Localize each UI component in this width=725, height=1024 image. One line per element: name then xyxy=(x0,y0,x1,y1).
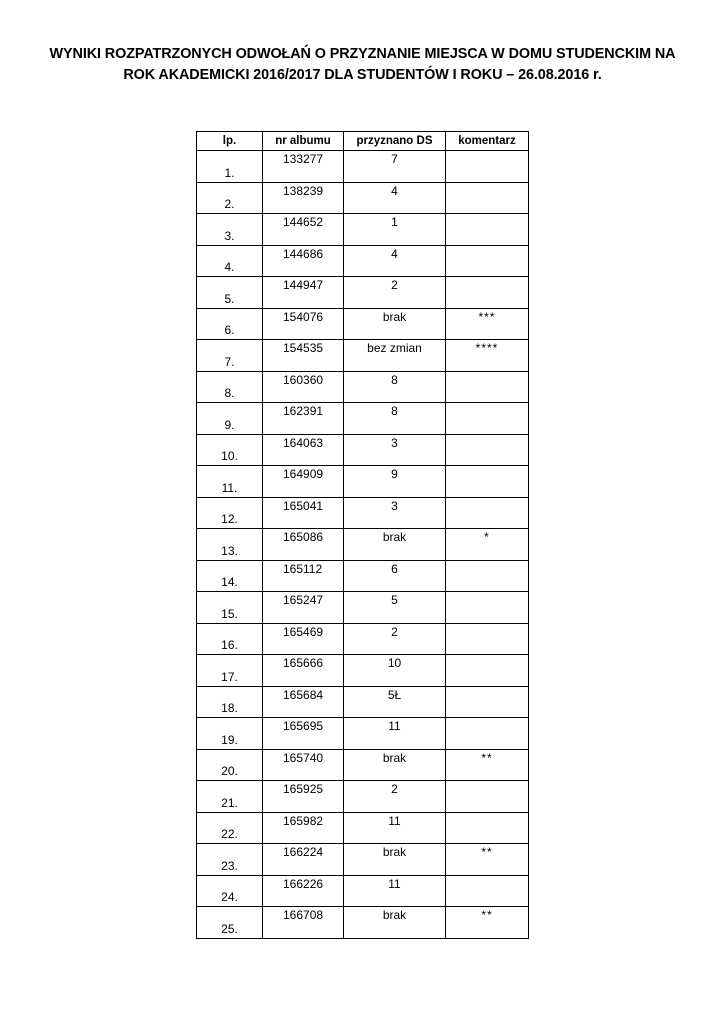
cell-komentarz xyxy=(446,686,529,718)
cell-ds xyxy=(344,403,446,435)
cell-lp-text: 20. xyxy=(221,764,238,778)
cell-lp xyxy=(197,182,263,214)
table-row xyxy=(197,592,529,624)
cell-album xyxy=(263,308,344,340)
cell-komentarz-text xyxy=(446,655,528,656)
cell-ds-text: 4 xyxy=(391,246,398,261)
cell-lp xyxy=(197,749,263,781)
cell-album-text: 162391 xyxy=(283,404,324,418)
cell-album xyxy=(263,749,344,781)
cell-komentarz xyxy=(446,466,529,498)
cell-lp xyxy=(197,308,263,340)
cell-ds xyxy=(344,182,446,214)
cell-ds xyxy=(344,151,446,183)
cell-album-text: 166708 xyxy=(283,908,324,922)
cell-lp xyxy=(197,592,263,624)
cell-ds xyxy=(344,686,446,718)
cell-lp-text: 19. xyxy=(221,732,238,747)
cell-lp xyxy=(197,214,263,246)
cell-lp-text: 10. xyxy=(221,449,238,463)
table-row xyxy=(197,340,529,372)
cell-komentarz-text xyxy=(446,246,528,247)
cell-ds-text: brak xyxy=(382,309,407,324)
cell-lp xyxy=(197,907,263,939)
cell-album xyxy=(263,340,344,372)
cell-lp xyxy=(197,844,263,876)
cell-komentarz-text xyxy=(446,592,528,593)
cell-album xyxy=(263,781,344,813)
cell-ds xyxy=(344,214,446,246)
table-row xyxy=(197,623,529,655)
table-row xyxy=(197,781,529,813)
cell-ds-text: 2 xyxy=(391,782,398,796)
cell-ds xyxy=(344,812,446,844)
cell-ds xyxy=(344,718,446,750)
cell-komentarz-text xyxy=(446,403,528,404)
cell-ds-text: 5Ł xyxy=(387,687,402,702)
cell-lp-text: 24. xyxy=(221,890,238,904)
cell-ds-text: 11 xyxy=(388,719,401,733)
cell-lp xyxy=(197,560,263,592)
cell-komentarz-text: ** xyxy=(481,750,493,765)
cell-album-text: 166226 xyxy=(283,876,324,891)
cell-lp xyxy=(197,371,263,403)
cell-lp xyxy=(197,655,263,687)
table-row xyxy=(197,371,529,403)
cell-ds xyxy=(344,497,446,529)
cell-ds xyxy=(344,529,446,561)
cell-ds xyxy=(344,371,446,403)
cell-komentarz xyxy=(446,403,529,435)
cell-album xyxy=(263,655,344,687)
title-line-1: WYNIKI ROZPATRZONYCH ODWOŁAŃ O PRZYZNANIE MIEJSCA W DOMU STUDENCKIM NA xyxy=(49,46,676,62)
cell-lp xyxy=(197,403,263,435)
cell-lp-text: 7. xyxy=(224,354,235,369)
cell-album-text: 165982 xyxy=(283,813,324,828)
cell-lp-text: 23. xyxy=(221,858,238,873)
table-row xyxy=(197,466,529,498)
cell-lp xyxy=(197,529,263,561)
cell-album-text: 164063 xyxy=(283,435,324,450)
cell-album xyxy=(263,403,344,435)
cell-album xyxy=(263,151,344,183)
cell-ds xyxy=(344,434,446,466)
cell-komentarz-text xyxy=(446,183,528,184)
table-body xyxy=(197,151,529,939)
cell-ds-text: 2 xyxy=(391,624,398,639)
cell-komentarz-text xyxy=(446,466,528,467)
cell-lp xyxy=(197,151,263,183)
header-komentarz: komentarz xyxy=(446,132,529,151)
cell-lp-text: 22. xyxy=(221,827,238,841)
cell-lp-text: 6. xyxy=(224,323,235,337)
cell-album xyxy=(263,529,344,561)
cell-komentarz xyxy=(446,308,529,340)
cell-lp-text: 8. xyxy=(224,386,235,400)
cell-album-text: 165666 xyxy=(283,656,324,670)
cell-ds-text: 7 xyxy=(391,152,398,166)
table-row xyxy=(197,182,529,214)
cell-lp-text: 9. xyxy=(224,417,235,432)
cell-ds-text: 5 xyxy=(391,593,398,607)
cell-album-text: 165469 xyxy=(283,624,324,639)
cell-album xyxy=(263,560,344,592)
cell-ds-text: 10 xyxy=(387,656,402,670)
cell-album-text: 165925 xyxy=(283,782,324,796)
table-row xyxy=(197,718,529,750)
cell-lp xyxy=(197,340,263,372)
cell-ds-text: 11 xyxy=(388,876,401,891)
cell-album-text: 133277 xyxy=(283,152,324,166)
cell-komentarz-text xyxy=(446,561,528,562)
cell-komentarz-text: ** xyxy=(481,845,493,859)
cell-album-text: 165112 xyxy=(283,561,323,576)
header-album: nr albumu xyxy=(263,132,344,151)
header-ds: przyznano DS xyxy=(344,132,446,151)
cell-ds-text: brak xyxy=(382,530,407,544)
cell-komentarz xyxy=(446,151,529,183)
cell-ds-text: 4 xyxy=(391,183,398,198)
cell-komentarz-text: **** xyxy=(475,341,499,355)
table-row xyxy=(197,529,529,561)
cell-komentarz xyxy=(446,875,529,907)
table-row xyxy=(197,812,529,844)
cell-ds-text: 6 xyxy=(391,561,398,576)
header-lp: lp. xyxy=(197,132,263,151)
cell-lp xyxy=(197,466,263,498)
cell-komentarz-text: ** xyxy=(481,908,493,922)
cell-komentarz xyxy=(446,749,529,781)
cell-lp-text: 16. xyxy=(221,638,238,652)
cell-album-text: 166224 xyxy=(283,845,324,859)
cell-lp xyxy=(197,623,263,655)
cell-ds xyxy=(344,623,446,655)
document-title xyxy=(20,44,705,86)
cell-komentarz-text xyxy=(446,435,528,436)
table-row xyxy=(197,151,529,183)
table-row xyxy=(197,214,529,246)
results-table xyxy=(196,131,529,939)
table-row xyxy=(197,434,529,466)
cell-ds-text: brak xyxy=(382,750,407,765)
cell-komentarz xyxy=(446,781,529,813)
cell-lp xyxy=(197,812,263,844)
cell-lp-text: 2. xyxy=(224,197,235,211)
cell-ds-text: brak xyxy=(382,845,407,859)
cell-album xyxy=(263,466,344,498)
cell-komentarz xyxy=(446,434,529,466)
cell-ds xyxy=(344,560,446,592)
cell-ds-text: 1 xyxy=(391,215,398,229)
cell-lp-text: 4. xyxy=(224,260,235,274)
cell-lp xyxy=(197,718,263,750)
cell-album xyxy=(263,434,344,466)
cell-komentarz-text xyxy=(446,372,528,373)
cell-komentarz xyxy=(446,340,529,372)
cell-lp-text: 25. xyxy=(221,921,238,936)
cell-ds-text: brak xyxy=(382,908,407,922)
cell-lp xyxy=(197,875,263,907)
cell-komentarz xyxy=(446,655,529,687)
cell-komentarz xyxy=(446,245,529,277)
cell-album xyxy=(263,907,344,939)
cell-ds xyxy=(344,308,446,340)
table-row xyxy=(197,403,529,435)
cell-album-text: 165247 xyxy=(283,593,324,607)
cell-komentarz-text xyxy=(446,813,528,814)
cell-lp-text: 11. xyxy=(221,480,238,495)
cell-komentarz-text: * xyxy=(484,530,490,544)
table-header-row xyxy=(197,132,529,151)
table-row xyxy=(197,277,529,309)
cell-album xyxy=(263,686,344,718)
cell-ds xyxy=(344,875,446,907)
cell-komentarz-text xyxy=(446,277,528,278)
table-row xyxy=(197,875,529,907)
cell-album-text: 165684 xyxy=(283,687,324,702)
cell-lp-text: 17. xyxy=(221,669,238,684)
cell-album xyxy=(263,497,344,529)
cell-ds-text: 11 xyxy=(388,813,401,828)
cell-ds-text: 3 xyxy=(391,435,398,450)
cell-komentarz-text xyxy=(446,687,528,688)
cell-album xyxy=(263,844,344,876)
cell-album xyxy=(263,812,344,844)
cell-lp-text: 18. xyxy=(221,701,238,715)
cell-ds-text: bez zmian xyxy=(367,341,422,355)
cell-komentarz xyxy=(446,718,529,750)
cell-komentarz xyxy=(446,907,529,939)
table-row xyxy=(197,907,529,939)
cell-ds xyxy=(344,655,446,687)
cell-lp xyxy=(197,245,263,277)
cell-album xyxy=(263,277,344,309)
cell-komentarz xyxy=(446,560,529,592)
cell-album-text: 165086 xyxy=(283,530,324,544)
cell-komentarz xyxy=(446,371,529,403)
cell-ds xyxy=(344,340,446,372)
cell-komentarz-text xyxy=(446,498,528,499)
cell-ds xyxy=(344,781,446,813)
cell-album-text: 144686 xyxy=(283,246,324,261)
cell-album-text: 138239 xyxy=(283,183,324,198)
cell-komentarz-text: *** xyxy=(478,309,496,324)
cell-album-text: 144947 xyxy=(283,278,324,292)
cell-ds-text: 8 xyxy=(391,404,398,418)
cell-komentarz xyxy=(446,812,529,844)
cell-komentarz-text xyxy=(446,876,528,877)
cell-komentarz-text xyxy=(446,151,528,152)
cell-komentarz xyxy=(446,277,529,309)
cell-lp-text: 15. xyxy=(221,606,238,621)
table-row xyxy=(197,245,529,277)
cell-komentarz xyxy=(446,844,529,876)
table-row xyxy=(197,844,529,876)
cell-ds xyxy=(344,749,446,781)
cell-komentarz-text xyxy=(446,718,528,719)
cell-lp xyxy=(197,686,263,718)
cell-ds-text: 2 xyxy=(391,278,398,292)
cell-album xyxy=(263,718,344,750)
cell-lp xyxy=(197,277,263,309)
cell-lp-text: 21. xyxy=(221,795,238,810)
cell-album xyxy=(263,875,344,907)
cell-album xyxy=(263,592,344,624)
cell-album-text: 165041 xyxy=(283,498,324,513)
cell-lp xyxy=(197,497,263,529)
cell-komentarz xyxy=(446,529,529,561)
cell-album xyxy=(263,182,344,214)
cell-album-text: 144652 xyxy=(283,215,324,229)
cell-ds-text: 8 xyxy=(391,372,398,387)
cell-komentarz xyxy=(446,592,529,624)
cell-komentarz-text xyxy=(446,214,528,215)
cell-ds xyxy=(344,466,446,498)
cell-album-text: 160360 xyxy=(283,372,324,387)
cell-komentarz xyxy=(446,214,529,246)
table-row xyxy=(197,560,529,592)
cell-komentarz xyxy=(446,497,529,529)
cell-album xyxy=(263,371,344,403)
cell-album-text: 165695 xyxy=(283,719,324,733)
cell-album xyxy=(263,245,344,277)
cell-lp-text: 14. xyxy=(221,575,238,589)
cell-lp-text: 3. xyxy=(224,228,235,243)
cell-lp-text: 5. xyxy=(224,291,235,306)
cell-lp-text: 12. xyxy=(221,512,238,526)
cell-album-text: 165740 xyxy=(283,750,324,765)
cell-album-text: 154535 xyxy=(283,341,324,355)
table-row xyxy=(197,749,529,781)
table-row xyxy=(197,497,529,529)
cell-komentarz xyxy=(446,623,529,655)
table-row xyxy=(197,686,529,718)
cell-ds-text: 3 xyxy=(391,498,398,513)
cell-komentarz xyxy=(446,182,529,214)
cell-ds xyxy=(344,245,446,277)
table-row xyxy=(197,308,529,340)
cell-album xyxy=(263,623,344,655)
title-line-2: ROK AKADEMICKI 2016/2017 DLA STUDENTÓW I ROKU – 26.08.2016 r. xyxy=(123,67,602,83)
cell-komentarz-text xyxy=(446,624,528,625)
cell-album-text: 154076 xyxy=(283,309,324,324)
cell-ds-text: 9 xyxy=(391,467,398,481)
cell-lp-text: 1. xyxy=(224,165,235,180)
cell-komentarz-text xyxy=(446,781,528,782)
cell-album xyxy=(263,214,344,246)
cell-ds xyxy=(344,907,446,939)
cell-ds xyxy=(344,592,446,624)
table-row xyxy=(197,655,529,687)
cell-lp xyxy=(197,781,263,813)
cell-ds xyxy=(344,277,446,309)
cell-album-text: 164909 xyxy=(283,467,324,481)
cell-lp-text: 13. xyxy=(221,543,238,558)
cell-ds xyxy=(344,844,446,876)
cell-lp xyxy=(197,434,263,466)
